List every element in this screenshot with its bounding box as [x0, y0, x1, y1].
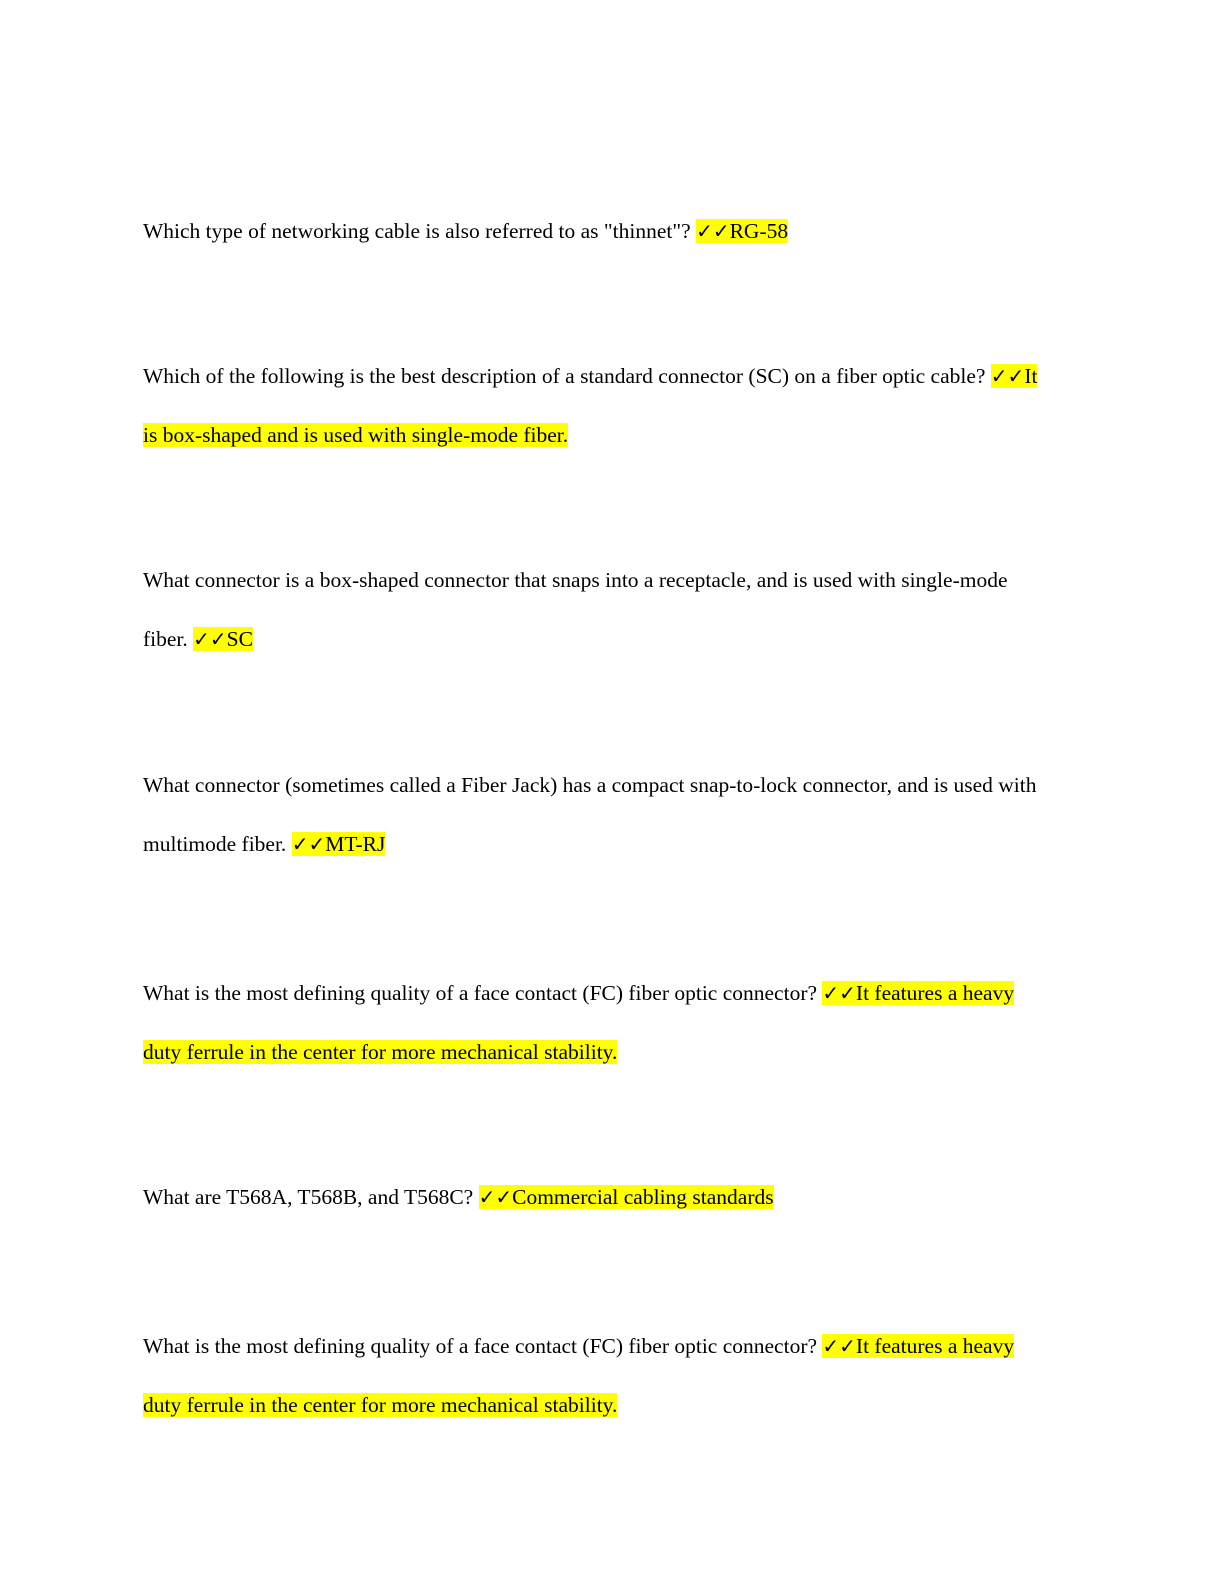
checkmark-icon: ✓✓ [822, 981, 856, 1005]
qa-item-4 [143, 756, 1053, 874]
qa-item-3 [143, 551, 1053, 669]
answer-text: MT-RJ [325, 832, 386, 856]
checkmark-icon: ✓✓ [193, 627, 227, 651]
answer-text: It features a heavy duty ferrule in the center for more mechanical stability. [143, 1334, 1015, 1417]
answer-text: It features a heavy duty ferrule in the center for more mechanical stability. [143, 981, 1015, 1064]
question-text: Which of the following is the best description of a standard connector (SC) on a fiber optic cable? [143, 364, 991, 388]
answer-highlight [696, 219, 788, 243]
answer-text: RG-58 [729, 219, 789, 243]
answer-text: SC [226, 627, 253, 651]
checkmark-icon: ✓✓ [822, 1334, 856, 1358]
question-text: What connector is a box-shaped connector that snaps into a receptacle, and is used with single-mode fiber. [143, 568, 1008, 651]
qa-item-7 [143, 1317, 1053, 1435]
question-text: What is the most defining quality of a face contact (FC) fiber optic connector? [143, 981, 823, 1005]
qa-item-1 [143, 202, 1053, 261]
answer-highlight [292, 832, 386, 856]
answer-text: It is box-shaped and is used with single-mode fiber. [143, 364, 1038, 447]
question-text: What is the most defining quality of a face contact (FC) fiber optic connector? [143, 1334, 823, 1358]
qa-item-5 [143, 964, 1053, 1082]
answer-highlight [479, 1185, 774, 1209]
answer-text: Commercial cabling standards [512, 1185, 774, 1209]
checkmark-icon: ✓✓ [291, 832, 326, 856]
qa-item-6 [143, 1168, 1053, 1227]
question-text: Which type of networking cable is also referred to as "thinnet"? [143, 219, 697, 243]
question-text: What are T568A, T568B, and T568C? [143, 1185, 479, 1209]
qa-item-2 [143, 347, 1053, 465]
checkmark-icon: ✓✓ [696, 219, 730, 243]
checkmark-icon: ✓✓ [478, 1185, 513, 1209]
question-text: What connector (sometimes called a Fiber Jack) has a compact snap-to-lock connector, and is used with multimode fiber. [143, 773, 1037, 856]
checkmark-icon: ✓✓ [990, 364, 1025, 388]
answer-highlight [193, 627, 253, 651]
